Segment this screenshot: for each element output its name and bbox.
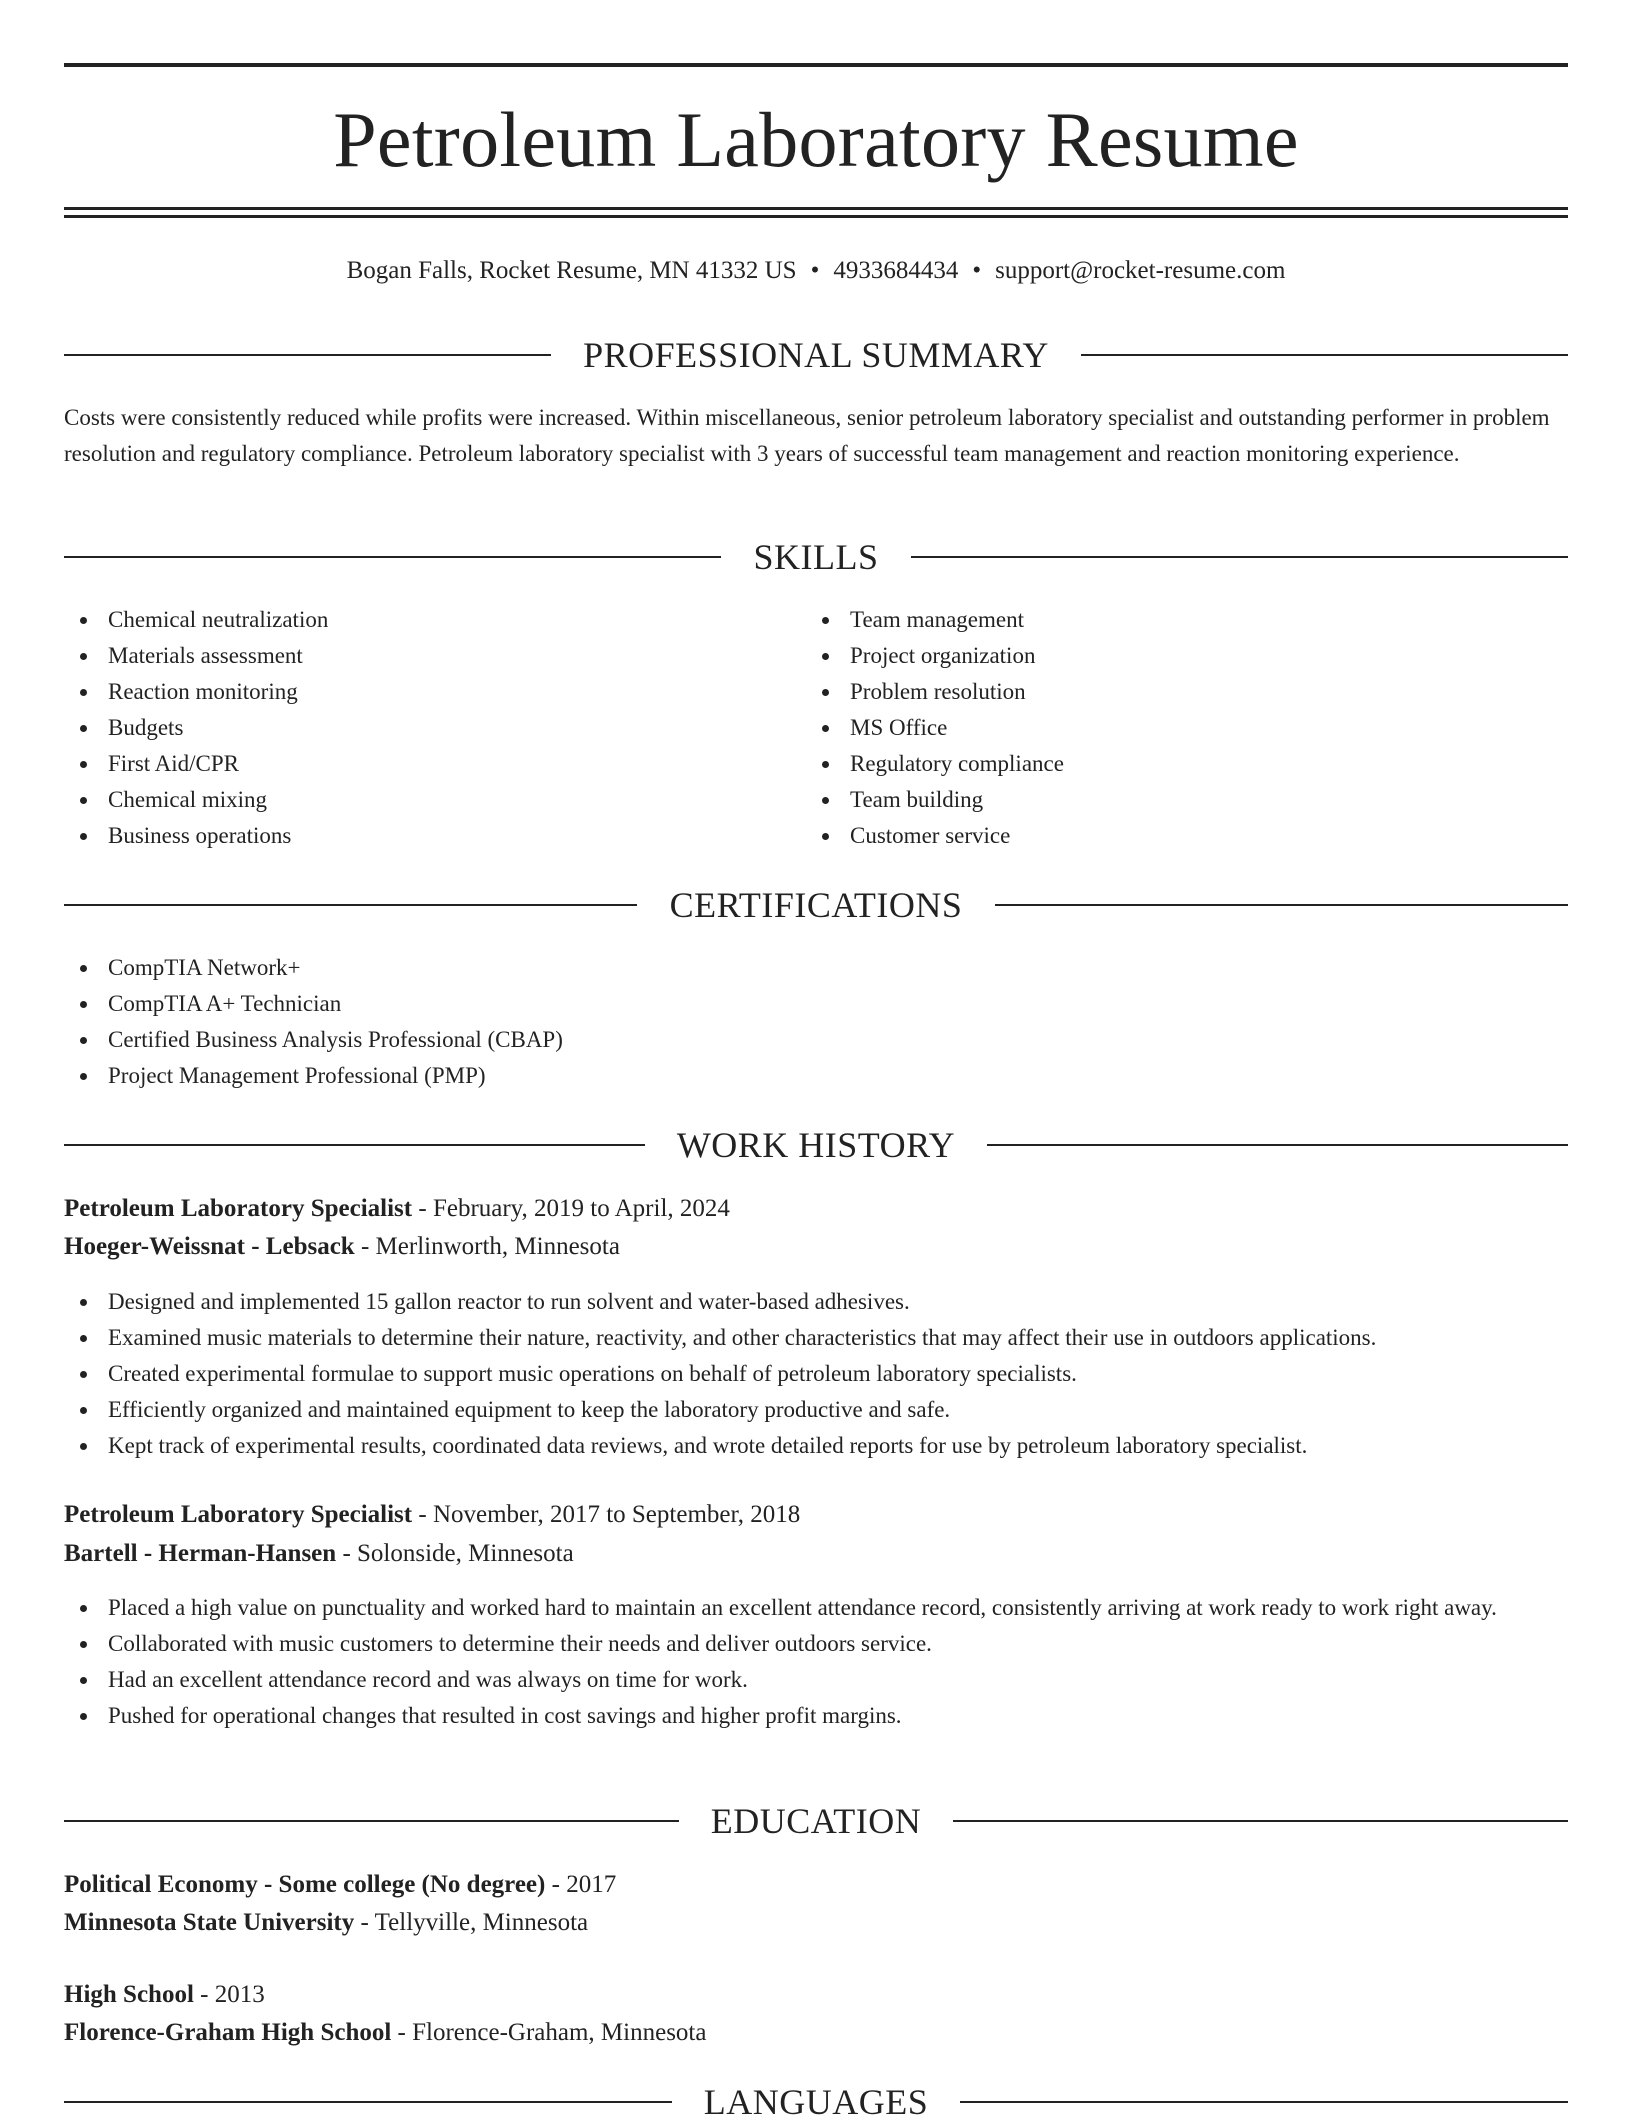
job-location: Merlinworth, Minnesota — [375, 1233, 620, 1260]
top-rule — [64, 63, 1568, 67]
education-year: 2017 — [566, 1871, 617, 1898]
education-section-heading — [64, 1799, 1568, 1843]
education-location: Tellyville, Minnesota — [374, 1909, 589, 1936]
skills-list-right — [806, 602, 1546, 854]
education-school-line: Minnesota State University - Tellyville, Minnesota — [64, 1909, 589, 1936]
job-title: Petroleum Laboratory Specialist — [64, 1501, 413, 1528]
certification-item: CompTIA A+ Technician — [64, 986, 1568, 1022]
summary-section-heading — [64, 333, 1568, 377]
languages-heading: LANGUAGES — [672, 2082, 961, 2122]
contact-separator: • — [972, 257, 982, 284]
skill-item: First Aid/CPR — [64, 746, 804, 782]
skill-item: Reaction monitoring — [64, 674, 804, 710]
job-company-line: Hoeger-Weissnat - Lebsack - Merlinworth, Minnesota — [64, 1233, 620, 1260]
certifications-section-heading — [64, 883, 1568, 927]
skill-item: Team management — [806, 602, 1546, 638]
job-duty-item: Had an excellent attendance record and was always on time for work. — [64, 1662, 1568, 1698]
education-year: 2013 — [214, 1981, 265, 2008]
resume-title: Petroleum Laboratory Resume — [333, 96, 1299, 183]
skill-item: Problem resolution — [806, 674, 1546, 710]
job-duty-item: Examined music materials to determine their nature, reactivity, and other characteristics that may affect their use in outdoors applications. — [64, 1320, 1568, 1356]
job-title-line: Petroleum Laboratory Specialist - November, 2017 to September, 2018 — [64, 1501, 801, 1528]
contact-line — [64, 255, 1568, 287]
education-school: Minnesota State University — [64, 1909, 355, 1936]
work-heading: WORK HISTORY — [645, 1125, 987, 1165]
job-title: Petroleum Laboratory Specialist — [64, 1195, 413, 1222]
education-degree-line: High School - 2013 — [64, 1981, 265, 2008]
skill-item: Chemical mixing — [64, 782, 804, 818]
certification-item: Certified Business Analysis Professional (CBAP) — [64, 1022, 1568, 1058]
job-company: Hoeger-Weissnat - Lebsack — [64, 1233, 355, 1260]
skill-item: Regulatory compliance — [806, 746, 1546, 782]
education-heading: EDUCATION — [679, 1801, 953, 1841]
summary-text: Costs were consistently reduced while profits were increased. Within miscellaneous, senior petroleum laboratory specialist and outstanding performer in problem resolution and regulatory compliance. Petroleum laboratory specialist with 3 years of successful team management and reaction monitoring experience. — [64, 405, 1550, 466]
job-duties-list — [64, 1284, 1568, 1464]
job-title-line: Petroleum Laboratory Specialist - February, 2019 to April, 2024 — [64, 1195, 730, 1222]
contact-address: Bogan Falls, Rocket Resume, MN 41332 US — [346, 257, 797, 284]
languages-section-heading — [64, 2080, 1568, 2124]
contact-phone[interactable]: 4933684434 — [833, 257, 959, 284]
skill-item: MS Office — [806, 710, 1546, 746]
education-location: Florence-Graham, Minnesota — [412, 2019, 707, 2046]
job-company-line: Bartell - Herman-Hansen - Solonside, Minnesota — [64, 1540, 574, 1567]
job-duties-list — [64, 1590, 1568, 1734]
certifications-list — [64, 950, 1568, 1094]
job-company: Bartell - Herman-Hansen — [64, 1540, 337, 1567]
job-location: Solonside, Minnesota — [357, 1540, 574, 1567]
job-dates: November, 2017 to September, 2018 — [432, 1501, 801, 1528]
contact-email[interactable]: support@rocket-resume.com — [995, 257, 1286, 284]
skill-item: Business operations — [64, 818, 804, 854]
job-duty-item: Pushed for operational changes that resulted in cost savings and higher profit margins. — [64, 1698, 1568, 1734]
work-section-heading — [64, 1123, 1568, 1167]
education-degree: Political Economy - Some college (No degree) — [64, 1871, 546, 1898]
job-duty-item: Designed and implemented 15 gallon reactor to run solvent and water-based adhesives. — [64, 1284, 1568, 1320]
education-school-line: Florence-Graham High School - Florence-Graham, Minnesota — [64, 2019, 707, 2046]
job-duty-item: Collaborated with music customers to determine their needs and deliver outdoors service. — [64, 1626, 1568, 1662]
skills-heading: SKILLS — [721, 537, 910, 577]
skills-list-left — [64, 602, 804, 854]
job-duty-item: Placed a high value on punctuality and worked hard to maintain an excellent attendance record, consistently arriving at work ready to work right away. — [64, 1590, 1568, 1626]
skill-item: Chemical neutralization — [64, 602, 804, 638]
skill-item: Budgets — [64, 710, 804, 746]
title-rule-lower — [64, 215, 1568, 218]
education-degree-line: Political Economy - Some college (No degree) - 2017 — [64, 1871, 617, 1898]
skill-item: Team building — [806, 782, 1546, 818]
skills-section-heading — [64, 535, 1568, 579]
title-rule-upper — [64, 207, 1568, 210]
skill-item: Materials assessment — [64, 638, 804, 674]
certification-item: CompTIA Network+ — [64, 950, 1568, 986]
skill-item: Project organization — [806, 638, 1546, 674]
education-school: Florence-Graham High School — [64, 2019, 392, 2046]
contact-separator: • — [810, 257, 820, 284]
job-dates: February, 2019 to April, 2024 — [432, 1195, 730, 1222]
job-duty-item: Efficiently organized and maintained equipment to keep the laboratory productive and safe. — [64, 1392, 1568, 1428]
job-duty-item: Kept track of experimental results, coordinated data reviews, and wrote detailed reports for use by petroleum laboratory specialist. — [64, 1428, 1568, 1464]
skill-item: Customer service — [806, 818, 1546, 854]
certifications-heading: CERTIFICATIONS — [638, 885, 995, 925]
summary-heading: PROFESSIONAL SUMMARY — [551, 335, 1081, 375]
certification-item: Project Management Professional (PMP) — [64, 1058, 1568, 1094]
education-degree: High School — [64, 1981, 194, 2008]
job-duty-item: Created experimental formulae to support music operations on behalf of petroleum laboratory specialists. — [64, 1356, 1568, 1392]
